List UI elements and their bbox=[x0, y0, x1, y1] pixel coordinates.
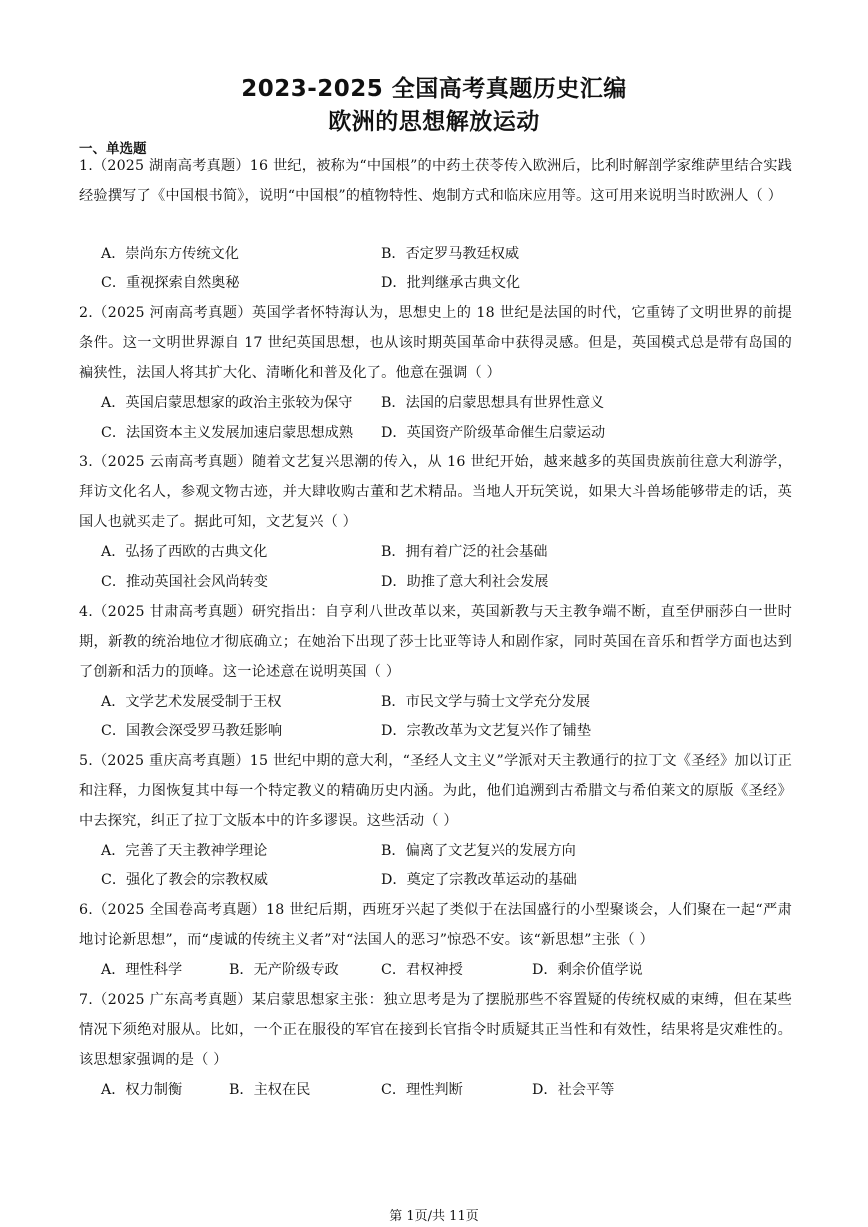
question-5-text: 5.（2025 重庆高考真题）15 世纪中期的意大利，“圣经人文主义”学派对天主教通行的拉丁文《圣经》加以订正和注释，力图恢复其中每一个特定教义的精确历史内涵。为此，他们追溯到古希腊文与希伯莱文的原版《圣经》中去探究，纠正了拉丁文版本中的许多谬误。这些活动（ ） bbox=[79, 753, 792, 829]
option-b[interactable]: B．主权在民 bbox=[229, 1082, 311, 1098]
option-a[interactable]: A．文学艺术发展受制于王权 bbox=[101, 694, 282, 710]
option-a[interactable]: A．理性科学 bbox=[101, 962, 183, 978]
question-3-options bbox=[79, 537, 792, 567]
question-1-text: 1.（2025 湖南高考真题）16 世纪，被称为“中国根”的中药土茯苓传入欧洲后，比利时解剖学家维萨里结合实践经验撰写了《中国根书简》，说明“中国根”的植物特性、炮制方式和临床应用等。这可用来说明当时欧洲人（ ） bbox=[79, 158, 792, 204]
question-2-options-row2 bbox=[79, 418, 792, 448]
option-b[interactable]: B．拥有着广泛的社会基础 bbox=[381, 544, 548, 560]
option-d[interactable]: D．社会平等 bbox=[532, 1082, 615, 1098]
option-a[interactable]: A．完善了天主教神学理论 bbox=[101, 843, 268, 859]
option-d[interactable]: D．宗教改革为文艺复兴作了铺垫 bbox=[381, 723, 592, 739]
option-b[interactable]: B．无产阶级专政 bbox=[229, 962, 339, 978]
question-4-text: 4.（2025 甘肃高考真题）研究指出：自亨利八世改革以来，英国新教与天主教争端不断，直至伊丽莎白一世时期，新教的统治地位才彻底确立；在她治下出现了莎士比亚等诗人和剧作家，同时英国在音乐和哲学方面也达到了创新和活力的顶峰。这一论述意在说明英国（ ） bbox=[79, 604, 792, 680]
option-b[interactable]: B．市民文学与骑士文学充分发展 bbox=[381, 694, 591, 710]
option-c[interactable]: C．强化了教会的宗教权威 bbox=[101, 872, 268, 888]
option-d[interactable]: D．英国资产阶级革命催生启蒙运动 bbox=[381, 425, 606, 441]
question-3-options-row2 bbox=[79, 567, 792, 597]
question-4-options-row2 bbox=[79, 716, 792, 746]
question-1-options bbox=[79, 239, 792, 269]
option-d[interactable]: D．助推了意大利社会发展 bbox=[381, 574, 549, 590]
option-a[interactable]: A．崇尚东方传统文化 bbox=[101, 246, 239, 262]
question-1-options-row2 bbox=[79, 268, 792, 298]
document-title: 2023-2025 全国高考真题历史汇编 bbox=[241, 76, 627, 102]
option-d[interactable]: D．批判继承古典文化 bbox=[381, 275, 521, 291]
document-subtitle: 欧洲的思想解放运动 bbox=[328, 109, 540, 135]
page-number-footer: 第 1页/共 11页 bbox=[389, 1209, 479, 1224]
option-a[interactable]: A．弘扬了西欧的古典文化 bbox=[101, 544, 268, 560]
question-6-options bbox=[79, 955, 792, 985]
option-b[interactable]: B．法国的启蒙思想具有世界性意义 bbox=[381, 395, 605, 411]
question-5-options-row2 bbox=[79, 865, 792, 895]
option-b[interactable]: B．偏离了文艺复兴的发展方向 bbox=[381, 843, 576, 859]
question-4-options bbox=[79, 687, 792, 717]
question-5-options bbox=[79, 836, 792, 866]
section-heading: 一、单选题 bbox=[79, 141, 147, 157]
question-3-text: 3.（2025 云南高考真题）随着文艺复兴思潮的传入，从 16 世纪开始，越来越多的英国贵族前往意大利游学，拜访文化名人，参观文物古迹，并大肆收购古董和艺术精品。当地人开玩笑说，如果大斗兽场能够带走的话，英国人也就买走了。据此可知，文艺复兴（ ） bbox=[79, 454, 792, 530]
option-c[interactable]: C．理性判断 bbox=[381, 1082, 463, 1098]
option-b[interactable]: B．否定罗马教廷权威 bbox=[381, 246, 520, 262]
option-c[interactable]: C．重视探索自然奥秘 bbox=[101, 275, 240, 291]
option-c[interactable]: C．推动英国社会风尚转变 bbox=[101, 574, 268, 590]
option-d[interactable]: D．奠定了宗教改革运动的基础 bbox=[381, 872, 577, 888]
question-2-options bbox=[79, 388, 792, 418]
question-7-text: 7.（2025 广东高考真题）某启蒙思想家主张：独立思考是为了摆脱那些不容置疑的传统权威的束缚，但在某些情况下须绝对服从。比如，一个正在服役的军官在接到长官指令时质疑其正当性和有效性，结果将是灾难性的。该思想家强调的是（ ） bbox=[79, 992, 792, 1068]
question-7-options bbox=[79, 1075, 792, 1105]
option-c[interactable]: C．国教会深受罗马教廷影响 bbox=[101, 723, 283, 739]
option-a[interactable]: A．英国启蒙思想家的政治主张较为保守 bbox=[101, 395, 353, 411]
option-c[interactable]: C．法国资本主义发展加速启蒙思想成熟 bbox=[101, 425, 354, 441]
option-c[interactable]: C．君权神授 bbox=[381, 962, 463, 978]
question-2-text: 2.（2025 河南高考真题）英国学者怀特海认为，思想史上的 18 世纪是法国的时代，它重铸了文明世界的前提条件。这一文明世界源自 17 世纪英国思想，也从该时期英国革命中获得灵感。但是，英国模式总是带有岛国的褊狭性，法国人将其扩大化、清晰化和普及化了。他意在强调（ ） bbox=[79, 305, 792, 381]
option-d[interactable]: D．剩余价值学说 bbox=[532, 962, 643, 978]
question-6-text: 6.（2025 全国卷高考真题）18 世纪后期，西班牙兴起了类似于在法国盛行的小型聚谈会，人们聚在一起“严肃地讨论新思想”，而“虔诚的传统主义者”对“法国人的恶习”惊恐不安。该“新思想”主张（ ） bbox=[79, 902, 792, 948]
option-a[interactable]: A．权力制衡 bbox=[101, 1082, 183, 1098]
